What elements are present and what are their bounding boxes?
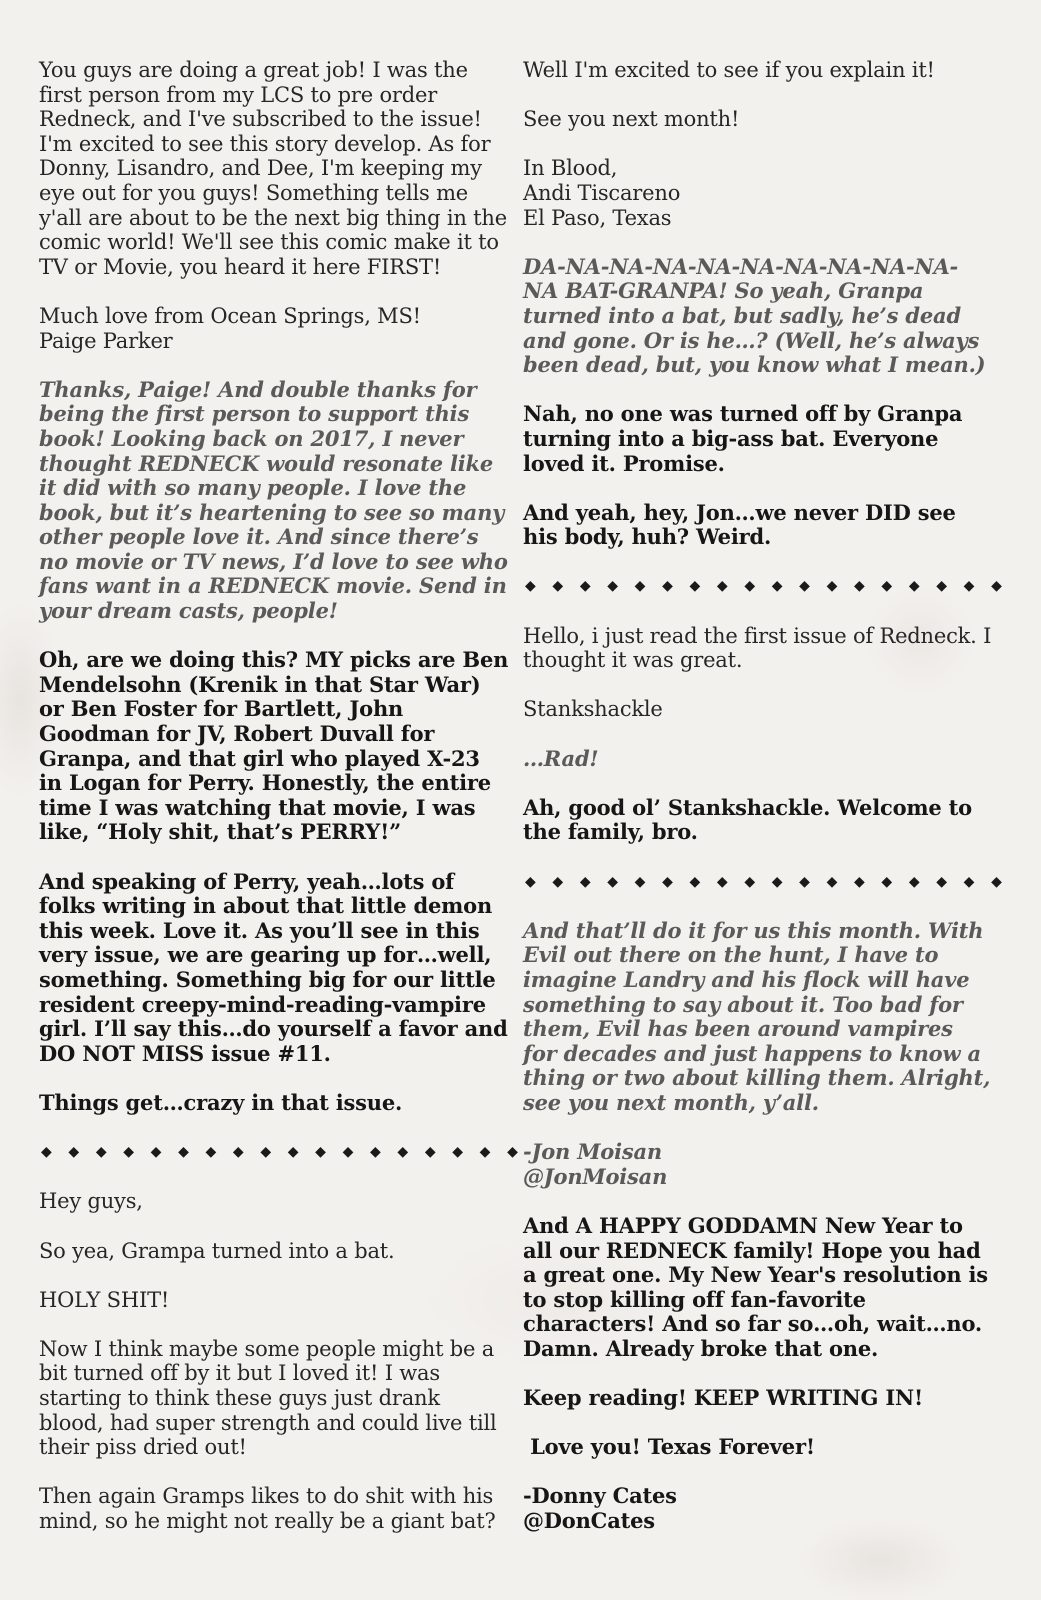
letter-andi-greeting: Hey guys,	[39, 1189, 143, 1214]
reply-donny-bat: Nah, no one was turned off by Granpa turning into a big-ass bat. Everyone loved it. Promise.	[523, 401, 963, 476]
letter-andi-line: See you next month!	[523, 107, 740, 132]
diamond-divider-text: ◆ ◆ ◆ ◆ ◆ ◆ ◆ ◆ ◆ ◆ ◆ ◆ ◆ ◆ ◆ ◆ ◆ ◆	[525, 578, 1002, 595]
letter-stankshackle-signoff: Stankshackle	[523, 697, 663, 722]
closing-donny-love: Love you! Texas Forever!	[523, 1434, 815, 1460]
letter-paige-body: You guys are doing a great job! I was the first person from my LCS to pre order Redneck, and I've subscribed to the issue! I'm excited to see this story develop. As for Donny, Lisandro, and Dee, I'm keeping my eye out for you guys! Something tells me y'all are about to be the next big thing in the comic world! We'll see this comic make it to TV or Movie, you heard it here FIRST!	[39, 58, 507, 279]
reply-donny-crazy: Things get…crazy in that issue.	[39, 1089, 403, 1115]
diamond-divider-text: ◆ ◆ ◆ ◆ ◆ ◆ ◆ ◆ ◆ ◆ ◆ ◆ ◆ ◆ ◆ ◆ ◆ ◆	[525, 873, 1002, 890]
letter-andi-line: Well I'm excited to see if you explain it!	[523, 58, 935, 82]
diamond-divider	[39, 1140, 518, 1165]
closing-jon-signature: -Jon Moisan @JonMoisan	[523, 1139, 668, 1189]
letter-andi-line: HOLY SHIT!	[39, 1287, 170, 1312]
closing-donny: And A HAPPY GODDAMN New Year to all our REDNECK family! Hope you had a great one. My New Year's resolution is to stop killing off fan-favorite characters! And so far so…oh, wait…no. Damn. Already broke that one.	[523, 1212, 988, 1361]
letter-andi-line: So yea, Grampa turned into a bat.	[39, 1238, 395, 1263]
letter-andi-signoff: In Blood, Andi Tiscareno El Paso, Texas	[523, 156, 681, 230]
reply-donny-body: And yeah, hey, Jon…we never DID see his body, huh? Weird.	[523, 499, 956, 550]
diamond-divider	[523, 574, 1002, 599]
diamond-divider	[523, 870, 1002, 895]
closing-jon: And that’ll do it for us this month. With Evil out there on the hunt, I have to imagine Landry and his flock will have something to say about it. Too bad for them, Evil has been around vampires for decades and just happens to know a thing or two about killing them. Alright, see you next month, y’all.	[523, 917, 991, 1115]
reply-donny-casting: Oh, are we doing this? MY picks are Ben Mendelsohn (Krenik in that Star War) or Ben Foster for Bartlett, John Goodman for JV, Robert Duvall for Granpa, and that girl who played X-23 in Logan for Perry. Honestly, the entire time I was watching that movie, I was like, “Holy shit, that’s PERRY!”	[39, 647, 509, 845]
reply-jon-paige: Thanks, Paige! And double thanks for being the first person to support this book! Looking back on 2017, I never thought REDNECK would resonate like it did with so many people. I love the book, but it’s heartening to see so many other people love it. And since there’s no movie or TV news, I’d love to see who fans want in a REDNECK movie. Send in your dream casts, people!	[39, 376, 508, 624]
reply-jon-rad: …Rad!	[523, 745, 599, 771]
closing-donny-signature: -Donny Cates @DonCates	[523, 1483, 677, 1534]
closing-donny-keep-writing: Keep reading! KEEP WRITING IN!	[523, 1385, 924, 1411]
left-column	[39, 58, 518, 1558]
letter-andi-line: Then again Gramps likes to do shit with his mind, so he might not really be a giant bat?	[39, 1484, 496, 1534]
right-column	[523, 58, 1002, 1558]
reply-donny-perry: And speaking of Perry, yeah…lots of folks writing in about that little demon this week. Love it. As you’ll see in this very issue, we are gearing up for…well, something. Something big for our little resident creepy-mind-reading-vampire girl. I’ll say this…do yourself a favor and DO NOT MISS issue #11.	[39, 868, 508, 1066]
letter-andi-line: Now I think maybe some people might be a bit turned off by it but I loved it! I was starting to think these guys just drank blood, had super strength and could live till their piss dried out!	[39, 1336, 497, 1460]
reply-jon-batgranpa: DA-NA-NA-NA-NA-NA-NA-NA-NA-NA-NA BAT-GRANPA! So yeah, Granpa turned into a bat, but sadly, he’s dead and gone. Or is he…? (Well, he’s always been dead, but, you know what I mean.)	[523, 253, 986, 378]
diamond-divider-text: ◆ ◆ ◆ ◆ ◆ ◆ ◆ ◆ ◆ ◆ ◆ ◆ ◆ ◆ ◆ ◆ ◆ ◆	[41, 1144, 518, 1161]
letter-paige-signoff: Much love from Ocean Springs, MS! Paige Parker	[39, 303, 421, 353]
reply-donny-stankshackle: Ah, good ol’ Stankshackle. Welcome to the family, bro.	[523, 794, 972, 845]
letter-stankshackle-body: Hello, i just read the first issue of Redneck. I thought it was great.	[523, 623, 992, 673]
